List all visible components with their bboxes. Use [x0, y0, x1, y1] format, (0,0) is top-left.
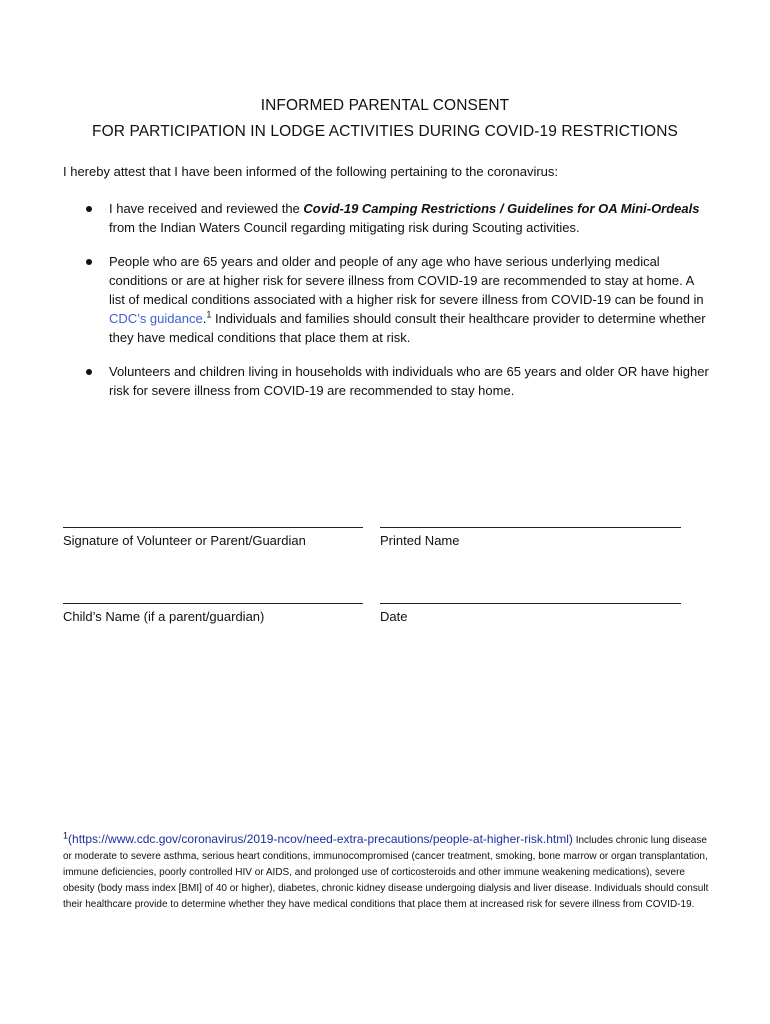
- footnote-mark: 1: [63, 830, 69, 841]
- list-item: [63, 362, 713, 400]
- volunteer-signature-line[interactable]: [63, 527, 363, 528]
- cdc-guidance-link[interactable]: CDC’s guidance: [109, 311, 203, 326]
- footnote-paren: ): [568, 832, 573, 846]
- footnote-paren: (: [68, 832, 73, 846]
- footnote: [63, 831, 713, 913]
- bullet-text: .: [202, 311, 207, 326]
- form-title: INFORMED PARENTAL CONSENT: [260, 97, 510, 114]
- bullet-icon: [86, 259, 92, 265]
- form-subtitle: FOR PARTICIPATION IN LODGE ACTIVITIES DURING COVID-19 RESTRICTIONS: [92, 123, 678, 140]
- bullet-text: from the Indian Waters Council regarding mitigating risk during Scouting activities.: [109, 220, 580, 235]
- printed-name-line[interactable]: [380, 527, 681, 528]
- footnote-text: Includes chronic lung disease or moderate to severe asthma, serious heart conditions, immunocompromised (cancer treatment, smoking, bone marrow or organ transplantation, immune deficiencies, poorly controlled HIV or AIDS, and prolonged use of corticosteroids and other immune weakening medications), severe obesity (body mass index [BMI] of 40 or higher), diabetes, chronic kidney disease undergoing dialysis and liver disease. Individuals should consult their healthcare provide to determine whether they have medical conditions that place them at increased risk for severe illness from COVID-19.: [63, 835, 709, 910]
- bullet-text: Individuals and families should consult their healthcare provider to determine whether they have medical conditions that place them at risk.: [109, 311, 706, 345]
- date-line[interactable]: [380, 603, 681, 604]
- list-item: [63, 199, 713, 237]
- cdc-url-link[interactable]: https://www.cdc.gov/coronavirus/2019-ncov/need-extra-precautions/people-at-higher-risk.html: [72, 832, 569, 846]
- printed-name-label: Printed Name: [380, 533, 460, 548]
- bullet-icon: [86, 206, 92, 212]
- child-name-line[interactable]: [63, 603, 363, 604]
- bullet-text: Volunteers and children living in households with individuals who are 65 years and older OR have higher risk for severe illness from COVID-19 are recommended to stay home.: [109, 364, 709, 398]
- date-label: Date: [380, 609, 408, 624]
- guidelines-document-title: Covid-19 Camping Restrictions / Guidelines for OA Mini-Ordeals: [303, 201, 700, 216]
- volunteer-signature-label: Signature of Volunteer or Parent/Guardian: [63, 533, 306, 548]
- list-item: [63, 252, 713, 347]
- bullet-text: People who are 65 years and older and people of any age who have serious underlying medical conditions or are at higher risk for severe illness from COVID-19 are recommended to stay at home. A list of medical conditions associated with a higher risk for severe illness from COVID-19 can be found in: [109, 254, 704, 307]
- footnote-reference: 1: [206, 309, 212, 320]
- child-name-label: Child’s Name (if a parent/guardian): [63, 609, 265, 624]
- attestation-list: [63, 199, 713, 415]
- bullet-text: I have received and reviewed the: [109, 201, 304, 216]
- intro-statement: I hereby attest that I have been informed of the following pertaining to the coronavirus:: [63, 164, 559, 179]
- bullet-icon: [86, 369, 92, 375]
